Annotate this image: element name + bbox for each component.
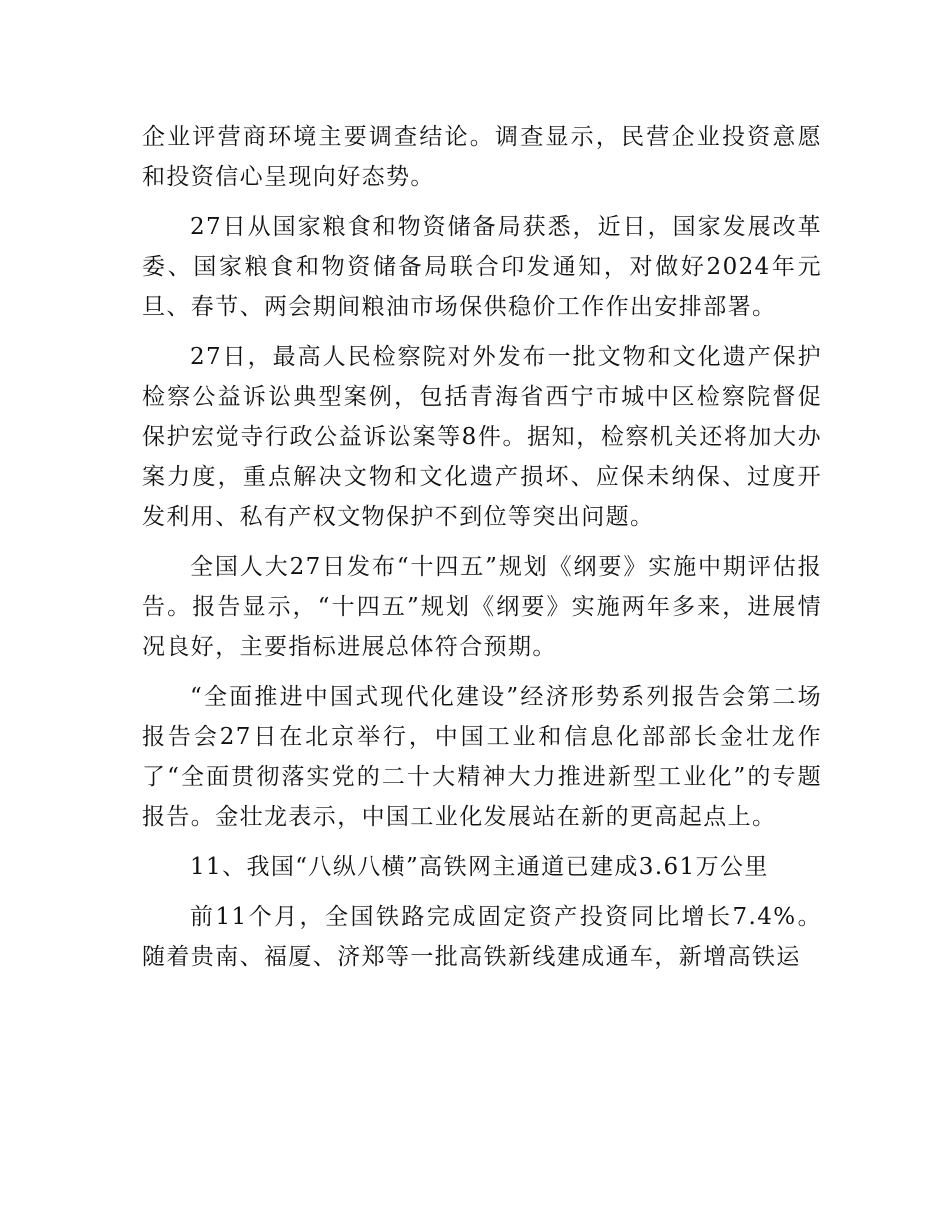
paragraph-industrialization-report: “全面推进中国式现代化建设”经济形势系列报告会第二场报告会27日在北京举行，中国工业和信息化部部长金壮龙作了“全面贯彻落实党的二十大精神大力推进新型工业化”的专题报告。金壮龙表示，中国工业化发展站在新的更高起点上。 (142, 684, 822, 830)
paragraph-npc-evaluation: 全国人大27日发布“十四五”规划《纲要》实施中期评估报告。报告显示，“十四五”规划《纲要》实施两年多来，进展情况良好，主要指标进展总体符合预期。 (142, 554, 822, 660)
paragraph-railway-investment: 前11个月，全国铁路完成固定资产投资同比增长7.4%。随着贵南、福厦、济郑等一批高铁新线建成通车，新增高铁运 (142, 904, 822, 970)
paragraph-procuratorate-cases: 27日，最高人民检察院对外发布一批文物和文化遗产保护检察公益诉讼典型案例，包括青海省西宁市城中区检察院督促保护宏觉寺行政公益诉讼案等8件。据知，检察机关还将加大办案力度，重点解决文物和文化遗产损坏、应保未纳保、过度开发利用、私有产权文物保护不到位等突出问题。 (142, 344, 822, 530)
paragraph-grain-oil-supply: 27日从国家粮食和物资储备局获悉，近日，国家发展改革委、国家粮食和物资储备局联合印发通知，对做好2024年元旦、春节、两会期间粮油市场保供稳价工作作出安排部署。 (142, 214, 822, 320)
section-heading-high-speed-rail: 11、我国“八纵八横”高铁网主通道已建成3.61万公里 (190, 854, 769, 880)
paragraph-business-survey: 企业评营商环境主要调查结论。调查显示，民营企业投资意愿和投资信心呈现向好态势。 (142, 124, 822, 190)
document-body (142, 117, 822, 987)
